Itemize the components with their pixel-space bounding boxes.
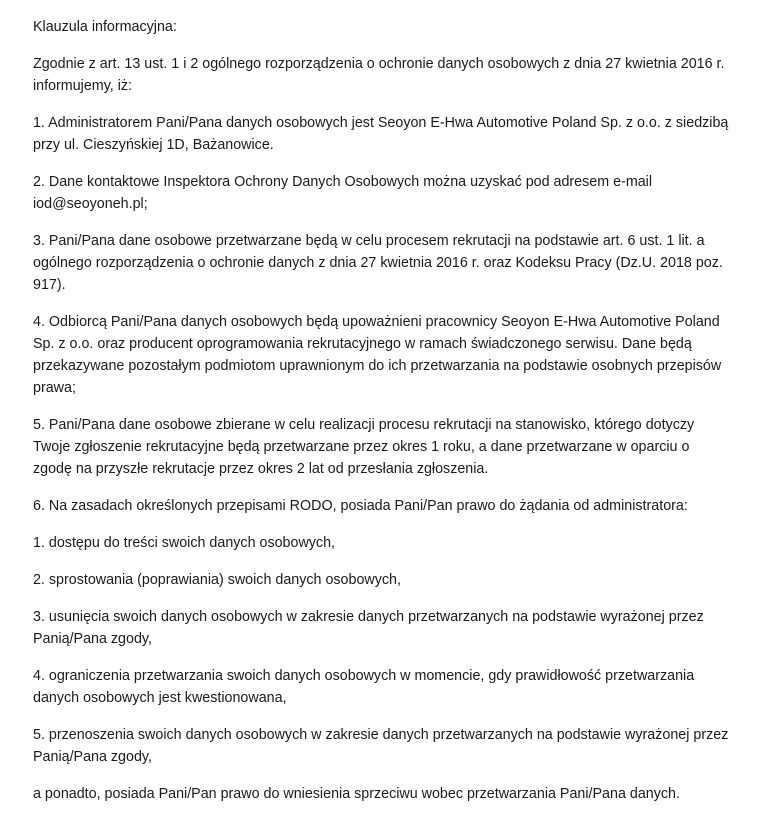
intro-paragraph: Zgodnie z art. 13 ust. 1 i 2 ogólnego rozporządzenia o ochronie danych osobowych z dnia 27 kwietnia 2016 r. informujemy, iż: [33,56,725,94]
closing-paragraph: a ponadto, posiada Pani/Pan prawo do wniesienia sprzeciwu wobec przetwarzania Pani/Pana danych. [33,786,680,802]
right-rectification: 2. sprostowania (poprawiania) swoich danych osobowych, [33,572,401,588]
right-restriction: 4. ograniczenia przetwarzania swoich danych osobowych w momencie, gdy prawidłowość przetwarzania danych osobowych jest kwestionowana, [33,668,695,706]
clause-administrator: 1. Administratorem Pani/Pana danych osobowych jest Seoyon E-Hwa Automotive Poland Sp. z o.o. z siedzibą przy ul. Cieszyńskiej 1D, Bażanowice. [33,115,729,153]
right-portability: 5. przenoszenia swoich danych osobowych w zakresie danych przetwarzanych na podstawie wyrażonej przez Panią/Pana zgody, [33,727,729,765]
clause-data-protection-contact: 2. Dane kontaktowe Inspektora Ochrony Danych Osobowych można uzyskać pod adresem e-mail iod@seoyoneh.pl; [33,174,653,212]
right-erasure: 3. usunięcia swoich danych osobowych w zakresie danych przetwarzanych na podstawie wyrażonej przez Panią/Pana zgody, [33,609,704,647]
clause-rodo-rights: 6. Na zasadach określonych przepisami RODO, posiada Pani/Pan prawo do żądania od administratora: [33,498,688,514]
document-heading: Klauzula informacyjna: [33,19,177,35]
clause-data-recipients: 4. Odbiorcą Pani/Pana danych osobowych będą upoważnieni pracownicy Seoyon E-Hwa Automotive Poland Sp. z o.o. oraz producent oprogramowania rekrutacyjnego w ramach świadczonego serwisu. Dane będą przekazywane pozostałym podmiotom uprawnionym do ich przetwarzania na podstawie osobnych przepisów prawa; [33,314,722,396]
clause-processing-purpose: 3. Pani/Pana dane osobowe przetwarzane będą w celu procesem rekrutacji na podstawie art. 6 ust. 1 lit. a ogólnego rozporządzenia o ochronie danych z dnia 27 kwietnia 2016 r. oraz Kodeksu Pracy (Dz.U. 2018 poz. 917). [33,233,723,293]
clause-retention-period: 5. Pani/Pana dane osobowe zbierane w celu realizacji procesu rekrutacji na stanowisko, którego dotyczy Twoje zgłoszenie rekrutacyjne będą przetwarzane przez okres 1 roku, a dane przetwarzane w oparciu o zgodę na przyszłe rekrutacje przez okres 2 lat od przesłania zgłoszenia. [33,417,695,477]
right-access: 1. dostępu do treści swoich danych osobowych, [33,535,335,551]
